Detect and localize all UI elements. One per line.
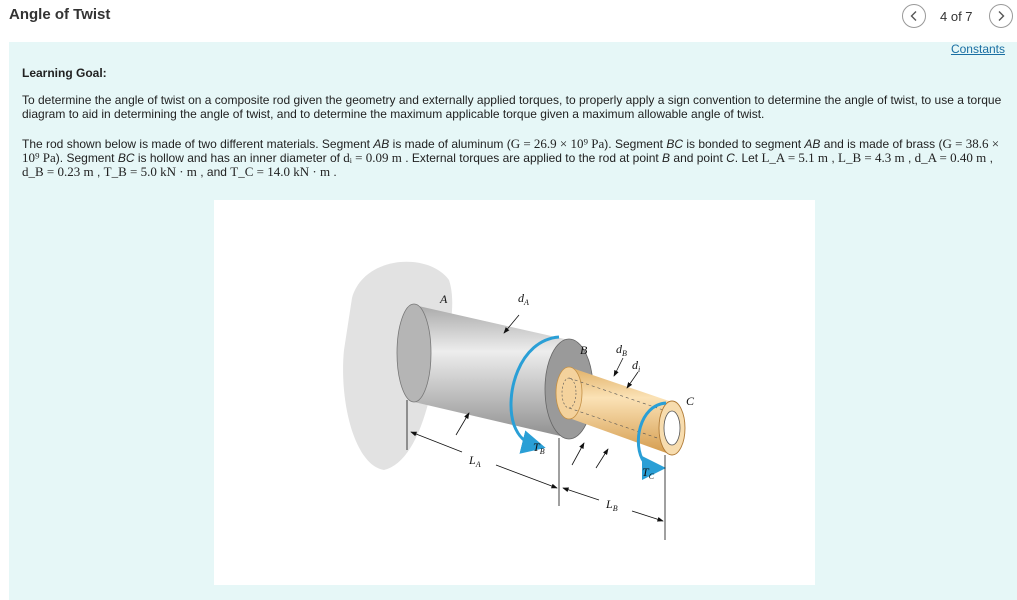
previous-button[interactable] [902,4,926,28]
shear-modulus-aluminum: G = 26.9 × 10⁹ Pa [510,136,605,151]
db-leader [614,358,623,376]
segment-bc-start [556,367,582,419]
next-button[interactable] [989,4,1013,28]
label-b: B [580,343,588,357]
shear-modulus-brass: G = 38.6 × 10⁹ Pa [22,136,1000,165]
dim-line-la-left [411,432,462,452]
inner-diameter-value: dᵢ = 0.09 m [343,150,402,165]
label-c: C [686,394,695,408]
torque-b-value: T_B = 5.0 kN · m [103,164,197,179]
diameter-a-value: d_A = 0.40 m [914,150,987,165]
label-db: $d_B$ [616,342,627,358]
da-leader-bottom [456,413,469,435]
page-indicator: 4 of 7 [940,9,973,24]
segment-c-bore [664,411,680,445]
dim-line-lb-right [632,511,663,521]
length-b-value: L_B = 4.3 m [838,150,905,165]
label-la: $L_A$ [469,453,481,469]
label-lb: $L_B$ [606,497,618,513]
di-leader-bottom [596,449,608,468]
rod-diagram [214,200,815,585]
label-a: A [440,292,448,306]
label-tb: $T_B$ [533,440,545,456]
composite-rod-figure [214,200,815,585]
length-a-value: L_A = 5.1 m [761,150,829,165]
constants-link[interactable]: Constants [950,42,1005,56]
segment-ab-body [414,305,569,438]
dim-line-lb-left [563,488,599,500]
segment-ab: AB [373,137,390,151]
db-leader-bottom [572,443,584,465]
di-leader [627,372,638,388]
diameter-b-value: d_B = 0.23 m [22,164,94,179]
dim-line-la-right [496,465,557,488]
problem-statement: The rod shown below is made of two different materials. Segment AB is made of aluminum (G = 26.9 × 10⁹ Pa). Segment BC is bonded to segment AB and is made of brass (G = 38.6 × 10⁹ Pa). Segment BC is hollow and has an inner diameter of dᵢ = 0.09 m . External torques are applied to the rod at point B and point C. Let L_A = 5.1 m , L_B = 4.3 m , d_A = 0.40 m , d_B = 0.23 m , T_B = 5.0 kN · m , and T_C = 14.0 kN · m . [22,136,1000,179]
chevron-left-icon [908,10,920,22]
header-bar [0,0,1017,40]
torque-c-value: T_C = 14.0 kN · m [230,164,331,179]
learning-goal-heading: Learning Goal: [22,66,107,80]
label-di: $d_i$ [632,358,641,374]
segment-a-end [397,304,431,402]
label-tc: $T_C$ [642,465,655,481]
label-da: $d_A$ [518,291,529,307]
chevron-right-icon [995,10,1007,22]
problem-panel [9,42,1017,600]
learning-goal-text: To determine the angle of twist on a composite rod given the geometry and externally applied torques, to properly apply a sign convention to determine the angle of twist, to use a torque diagram to aid in determining the angle of twist, and to determine the maximum applicable torque given a maximum allowable angle of twist. [22,93,1002,121]
page-title: Angle of Twist [9,6,111,23]
segment-bc-body [569,367,672,455]
